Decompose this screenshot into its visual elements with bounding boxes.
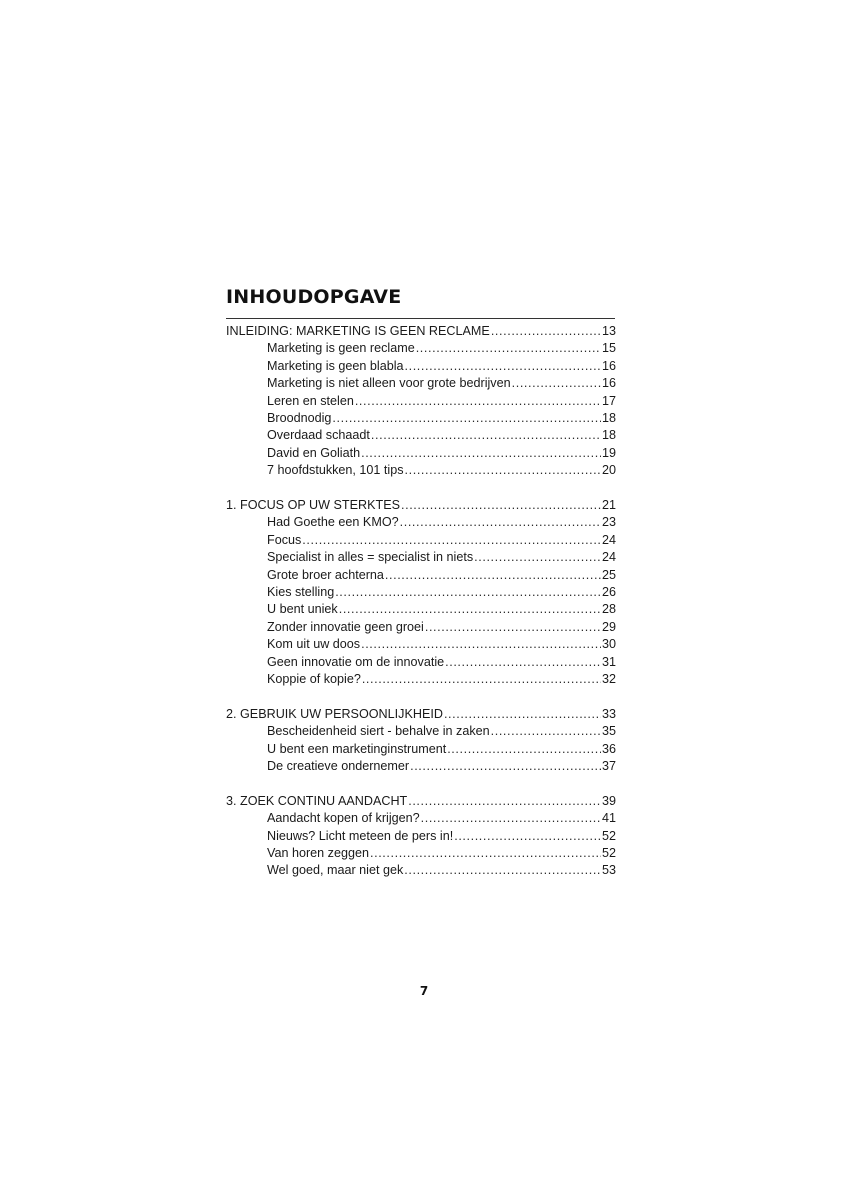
toc-section (226, 497, 616, 688)
dot-leader (355, 393, 601, 410)
page-reference: 18 (601, 428, 616, 443)
toc-subentry (226, 758, 616, 775)
subentry-title: Overdaad schaadt (267, 428, 370, 443)
subentry-title: Marketing is geen blabla (267, 358, 404, 373)
toc-section (226, 323, 616, 480)
page-reference: 13 (601, 324, 616, 338)
subentry-title: U bent uniek (267, 602, 338, 617)
subentry-title: Wel goed, maar niet gek (267, 863, 404, 878)
page-reference: 17 (601, 393, 616, 408)
toc-subentry (226, 445, 616, 462)
subentry-title: Specialist in alles = specialist in niets (267, 550, 474, 565)
page-reference: 41 (601, 811, 616, 826)
dot-leader (491, 723, 601, 740)
dot-leader (361, 445, 601, 462)
page-reference: 33 (601, 706, 616, 721)
subentry-title: Broodnodig (267, 410, 332, 425)
page-reference: 39 (601, 793, 616, 808)
toc-subentry (226, 375, 616, 392)
toc-subentry (226, 723, 616, 740)
dot-leader (444, 706, 601, 723)
dot-leader (416, 340, 601, 357)
dot-leader (454, 828, 601, 845)
toc-subentry (226, 462, 616, 479)
subentry-title: David en Goliath (267, 445, 361, 460)
dot-leader (445, 654, 601, 671)
subentry-title: Kies stelling (267, 584, 335, 599)
page-reference: 16 (601, 376, 616, 391)
subentry-title: Leren en stelen (267, 393, 354, 408)
toc-subentry (226, 532, 616, 549)
subentry-title: Geen innovatie om de innovatie (267, 654, 445, 669)
page-reference: 52 (601, 846, 616, 861)
page-reference: 21 (601, 498, 616, 513)
dot-leader (339, 601, 601, 618)
page-reference: 53 (601, 863, 616, 878)
toc-subentry (226, 567, 616, 584)
toc-subentry (226, 828, 616, 845)
subentry-title: Had Goethe een KMO? (267, 515, 399, 530)
dot-leader (408, 793, 601, 810)
toc-subentry (226, 358, 616, 375)
toc-chapter-entry (226, 706, 616, 723)
dot-leader (421, 810, 601, 827)
toc-subentry (226, 671, 616, 688)
page-number: 7 (419, 984, 429, 998)
dot-leader (491, 323, 601, 340)
page-reference: 25 (601, 567, 616, 582)
dot-leader (447, 741, 601, 758)
toc-subentry (226, 514, 616, 531)
toc-subentry (226, 601, 616, 618)
page-reference: 20 (601, 463, 616, 478)
dot-leader (405, 358, 601, 375)
subentry-title: Aandacht kopen of krijgen? (267, 811, 420, 826)
dot-leader (405, 462, 601, 479)
dot-leader (401, 497, 601, 514)
subentry-title: Koppie of kopie? (267, 671, 361, 686)
toc-section (226, 706, 616, 776)
page-reference: 31 (601, 654, 616, 669)
toc-subentry (226, 340, 616, 357)
subentry-title: Zonder innovatie geen groei (267, 619, 424, 634)
title-divider (226, 318, 615, 319)
dot-leader (512, 375, 601, 392)
chapter-title: 2. GEBRUIK UW PERSOONLIJKHEID (226, 706, 443, 721)
page-reference: 23 (601, 515, 616, 530)
chapter-title: 3. ZOEK CONTINU AANDACHT (226, 793, 408, 808)
toc-subentry (226, 427, 616, 444)
subentry-title: Marketing is niet alleen voor grote bedrijven (267, 376, 511, 391)
page-reference: 28 (601, 602, 616, 617)
subentry-title: Marketing is geen reclame (267, 341, 415, 356)
dot-leader (332, 410, 601, 427)
dot-leader (400, 514, 601, 531)
toc-subentry (226, 845, 616, 862)
page-reference: 52 (601, 828, 616, 843)
page-reference: 24 (601, 550, 616, 565)
subentry-title: Focus (267, 532, 302, 547)
toc-subentry (226, 410, 616, 427)
toc-chapter-entry (226, 323, 616, 340)
dot-leader (385, 567, 601, 584)
page-title: INHOUDOPGAVE (226, 286, 402, 308)
dot-leader (371, 427, 601, 444)
dot-leader (370, 845, 601, 862)
toc-chapter-entry (226, 497, 616, 514)
dot-leader (302, 532, 601, 549)
dot-leader (335, 584, 601, 601)
subentry-title: 7 hoofdstukken, 101 tips (267, 463, 404, 478)
dot-leader (404, 862, 601, 879)
dot-leader (474, 549, 601, 566)
toc-subentry (226, 741, 616, 758)
dot-leader (362, 671, 601, 688)
toc-chapter-entry (226, 793, 616, 810)
subentry-title: Grote broer achterna (267, 567, 384, 582)
page-reference: 18 (601, 410, 616, 425)
dot-leader (410, 758, 601, 775)
toc-subentry (226, 584, 616, 601)
toc-subentry (226, 810, 616, 827)
page-reference: 36 (601, 741, 616, 756)
dot-leader (425, 619, 601, 636)
toc-subentry (226, 862, 616, 879)
toc-section (226, 793, 616, 880)
subentry-title: U bent een marketinginstrument (267, 741, 447, 756)
subentry-title: Kom uit uw doos (267, 637, 361, 652)
chapter-title: 1. FOCUS OP UW STERKTES (226, 498, 401, 513)
subentry-title: De creatieve ondernemer (267, 758, 410, 773)
page-reference: 30 (601, 637, 616, 652)
chapter-title: INLEIDING: MARKETING IS GEEN RECLAME (226, 324, 490, 338)
page-reference: 35 (601, 724, 616, 739)
dot-leader (361, 636, 601, 653)
page-reference: 15 (601, 341, 616, 356)
subentry-title: Van horen zeggen (267, 846, 369, 861)
page-reference: 19 (601, 445, 616, 460)
subentry-title: Bescheidenheid siert - behalve in zaken (267, 724, 490, 739)
subentry-title: Nieuws? Licht meteen de pers in! (267, 828, 454, 843)
page-reference: 26 (601, 584, 616, 599)
page-reference: 24 (601, 532, 616, 547)
page-reference: 29 (601, 619, 616, 634)
toc-subentry (226, 654, 616, 671)
toc-subentry (226, 619, 616, 636)
toc-subentry (226, 393, 616, 410)
page-reference: 32 (601, 671, 616, 686)
toc-subentry (226, 549, 616, 566)
page-reference: 37 (601, 758, 616, 773)
table-of-contents (226, 323, 616, 897)
page-reference: 16 (601, 358, 616, 373)
toc-subentry (226, 636, 616, 653)
